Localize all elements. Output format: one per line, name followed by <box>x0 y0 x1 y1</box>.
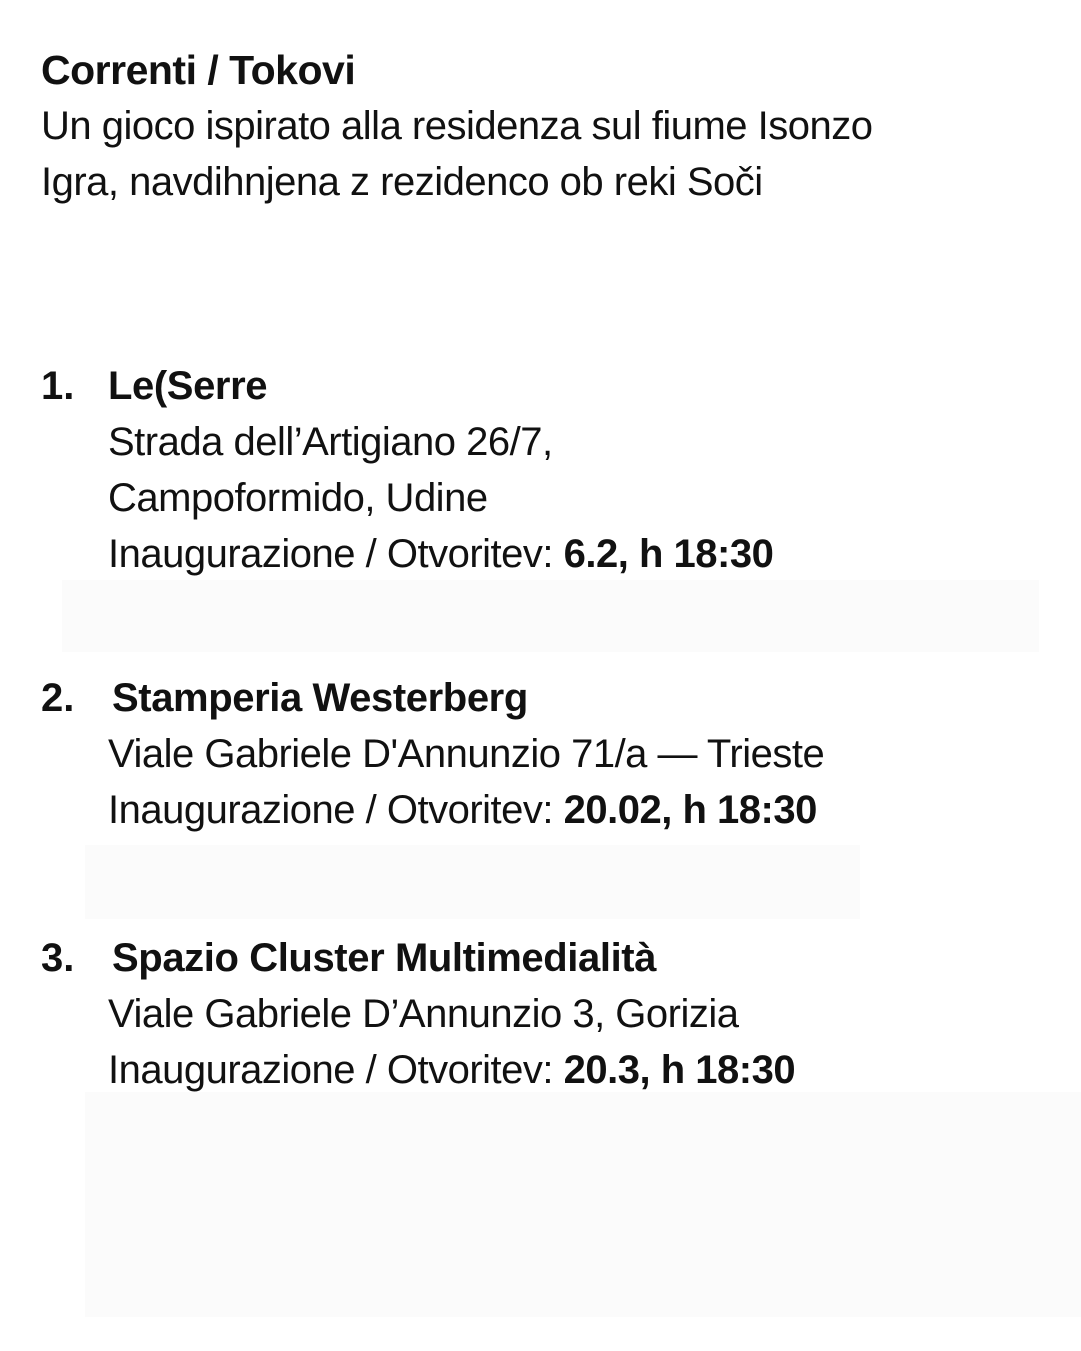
venue-opening <box>108 526 1058 582</box>
venue-name: Le(Serre <box>108 364 268 408</box>
venue-number: 3. <box>41 936 75 980</box>
subtitle-slovenian: Igra, navdihnjena z rezidenco ob reki Soči <box>41 160 763 204</box>
opening-label: Inaugurazione / Otvoritev: <box>108 788 554 832</box>
venue-name: Stamperia Westerberg <box>112 676 528 720</box>
background-panel <box>85 845 860 919</box>
venue-details <box>112 930 1062 986</box>
venue-details <box>108 358 1058 582</box>
opening-date: 20.02, h 18:30 <box>563 788 817 832</box>
venue-address-line: Viale Gabriele D'Annunzio 71/a — Trieste <box>108 732 825 776</box>
venue-address-line: Campoformido, Udine <box>108 476 488 520</box>
venue-number: 2. <box>41 676 75 720</box>
venue-opening <box>108 782 1058 838</box>
background-panel <box>62 580 1039 652</box>
page-title: Correnti / Tokovi <box>41 47 356 93</box>
subtitle-italian: Un gioco ispirato alla residenza sul fiume Isonzo <box>41 104 873 148</box>
opening-date: 20.3, h 18:30 <box>563 1048 796 1092</box>
venue-name: Spazio Cluster Multimedialità <box>112 936 657 980</box>
venue-number: 1. <box>41 364 75 408</box>
background-panel <box>85 1092 1081 1317</box>
opening-label: Inaugurazione / Otvoritev: <box>108 1048 554 1092</box>
venue-address-line: Strada dell’Artigiano 26/7, <box>108 420 553 464</box>
venue-details <box>108 726 1058 838</box>
venue-opening <box>108 1042 1058 1098</box>
opening-date: 6.2, h 18:30 <box>563 532 774 576</box>
venue-details <box>112 670 1062 726</box>
venue-details <box>108 986 1058 1098</box>
header <box>41 42 1061 210</box>
venue-address-line: Viale Gabriele D’Annunzio 3, Gorizia <box>108 992 739 1036</box>
opening-label: Inaugurazione / Otvoritev: <box>108 532 554 576</box>
